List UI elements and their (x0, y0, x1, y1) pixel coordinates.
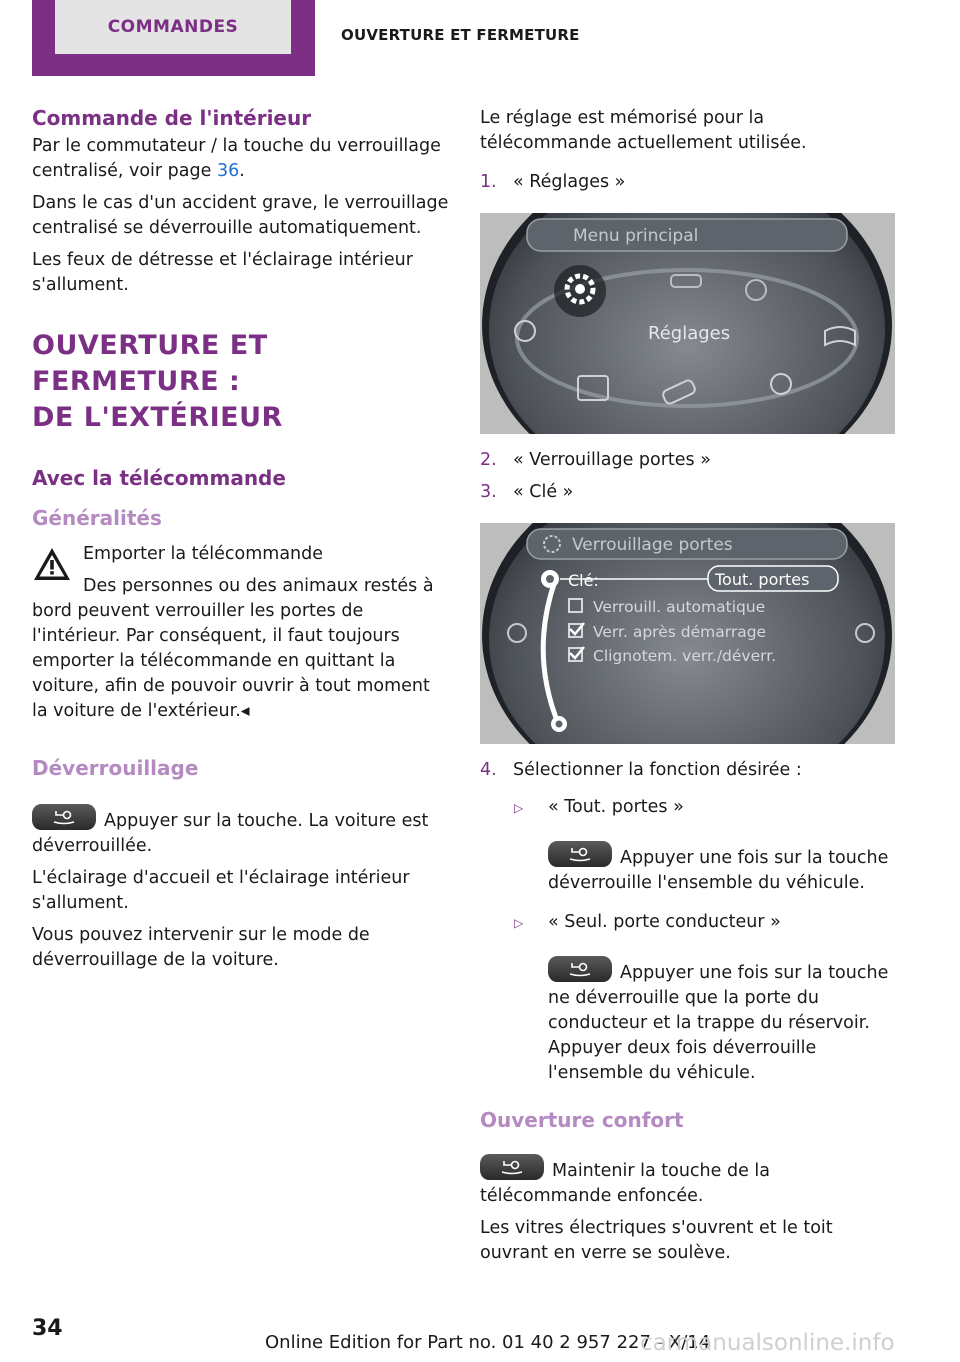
interior-paragraph-2: Dans le cas d'un accident grave, le verrouillage centralisé se déverrouille automatiquement. (32, 193, 449, 238)
main-title (32, 328, 450, 436)
screen2-key-value: Tout. portes (715, 570, 810, 589)
screen2-option-2: Verr. après démarrage (593, 623, 767, 641)
step-number: 2. (480, 450, 497, 470)
option-all-doors (514, 795, 898, 821)
interior-p1-text: Par le commutateur / la touche du verrouillage centralisé, voir page (32, 136, 441, 181)
step-number: 3. (480, 482, 497, 502)
screenshot-settings-menu (480, 213, 895, 434)
interior-paragraph-1 (32, 134, 450, 184)
option-driver-door (514, 910, 898, 936)
warning-text-2: bord peuvent verrouiller les portes de l'intérieur. Par conséquent, il faut toujours emporter la télécommande en quittant la voiture, afin de pouvoir ouvrir à tout moment la voiture de l'extérieur.◂ (32, 601, 430, 721)
watermark: carmanualsonline.info (640, 1330, 895, 1356)
unlock-paragraph-3: Vous pouvez intervenir sur le mode de déverrouillage de la voiture. (32, 925, 370, 970)
unlock-title: Déverrouillage (32, 756, 199, 780)
step-text: « Clé » (513, 482, 574, 502)
option-label: « Tout. portes » (548, 797, 684, 817)
comfort-title: Ouverture confort (480, 1108, 684, 1132)
option-label: « Seul. porte conducteur » (548, 912, 781, 932)
comfort-p1-text: Maintenir la touche de la télécommande enfoncée. (480, 1161, 770, 1206)
page-number: 34 (32, 1316, 63, 1341)
edition-note: Online Edition for Part no. 01 40 2 957 227 - X/14 (265, 1332, 711, 1353)
step-3 (480, 480, 898, 505)
step-2 (480, 448, 898, 473)
screen2-option-1: Verrouill. automatique (593, 598, 766, 616)
option-text: Appuyer une fois sur la touche ne déverrouille que la porte du conducteur et la trappe du réservoir. Appuyer deux fois déverrouille l'ensemble du véhicule. (548, 963, 889, 1083)
comfort-paragraph-2: Les vitres électriques s'ouvrent et le toit ouvrant en verre se soulève. (480, 1218, 833, 1263)
right-column (480, 106, 898, 1273)
interior-title: Commande de l'intérieur (32, 106, 312, 130)
unlock-paragraph-2: L'éclairage d'accueil et l'éclairage intérieur s'allument. (32, 868, 410, 913)
comfort-paragraph-1 (480, 1154, 898, 1209)
screen1-center: Réglages (648, 323, 731, 344)
step-text: « Verrouillage portes » (513, 450, 711, 470)
warning-text-1: Des personnes ou des animaux restés à (83, 576, 434, 596)
remote-unlock-key-icon (32, 804, 96, 830)
remote-unlock-key-icon (480, 1154, 544, 1180)
interior-paragraph-3: Les feux de détresse et l'éclairage intérieur s'allument. (32, 250, 413, 295)
warning-title: Emporter la télécommande (83, 544, 324, 564)
warning-icon (32, 546, 72, 582)
step-number: 1. (480, 172, 497, 192)
remote-title: Avec la télécommande (32, 466, 286, 490)
intro-paragraph: Le réglage est mémorisé pour la télécommande actuellement utilisée. (480, 108, 807, 153)
main-title-line-1: OUVERTURE ET FERMETURE : (32, 330, 268, 397)
triangle-bullet-icon: ▷ (514, 801, 524, 815)
chapter-label: COMMANDES (107, 17, 239, 37)
screen2-key-label: Clé: (568, 571, 599, 590)
option-text: Appuyer une fois sur la touche déverrouille l'ensemble du véhicule. (548, 848, 889, 893)
page-link[interactable]: 36 (216, 161, 240, 181)
screen1-menu: Menu principal (573, 226, 699, 246)
interior-p1-end: . (239, 161, 245, 181)
option-all-doors-text (548, 841, 898, 896)
step-4 (480, 758, 898, 783)
settings-gear-icon (554, 265, 606, 317)
triangle-bullet-icon: ▷ (514, 916, 524, 930)
screen2-title: Verrouillage portes (572, 535, 733, 555)
chapter-tab (55, 0, 291, 54)
remote-unlock-key-icon (548, 841, 612, 867)
step-text: « Réglages » (513, 172, 626, 192)
screenshot-door-locking (480, 523, 895, 744)
section-header: OUVERTURE ET FERMETURE (341, 26, 580, 44)
main-title-line-2: DE L'EXTÉRIEUR (32, 402, 283, 433)
step-text: Sélectionner la fonction désirée : (513, 760, 802, 780)
general-title: Généralités (32, 506, 162, 530)
unlock-paragraph-1 (32, 804, 450, 859)
warning-block (32, 542, 450, 599)
remote-unlock-key-icon (548, 956, 612, 982)
option-driver-door-text (548, 956, 898, 1086)
step-1 (480, 170, 898, 195)
screen2-option-3: Clignotem. verr./déverr. (593, 647, 777, 665)
unlock-p1-text: Appuyer sur la touche. La voiture est déverrouillée. (32, 811, 429, 856)
left-column (32, 106, 450, 980)
step-number: 4. (480, 760, 497, 780)
